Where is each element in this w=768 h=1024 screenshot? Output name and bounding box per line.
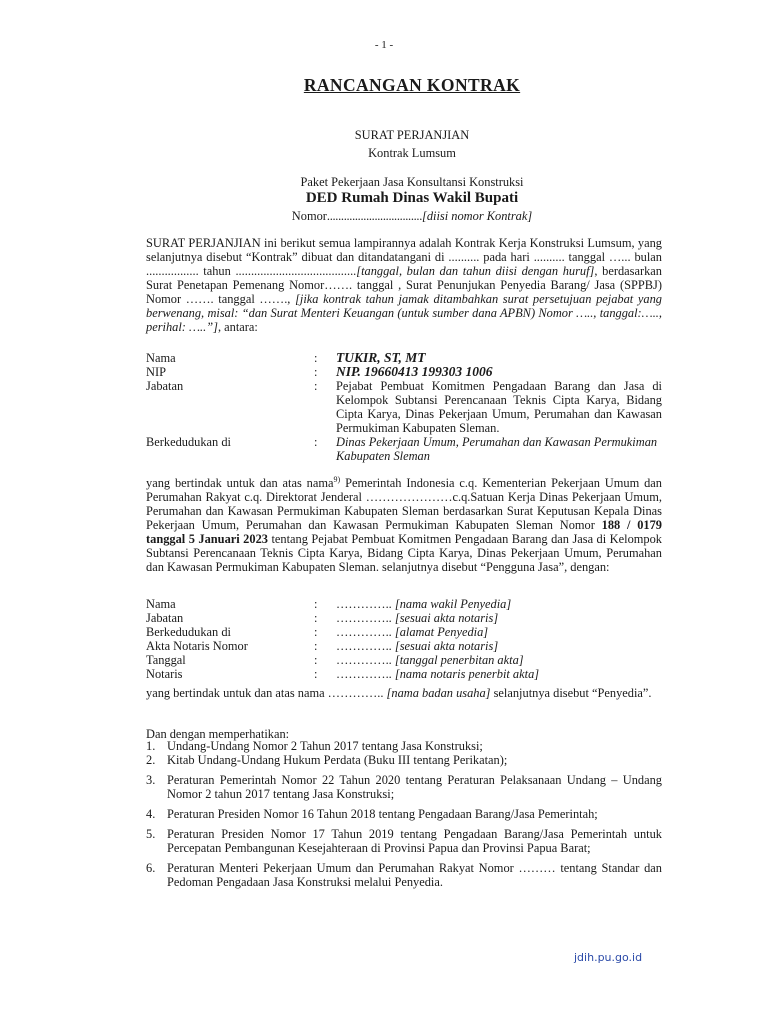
kv-colon: : [314, 435, 318, 449]
penyedia-hint: [nama notaris penerbit akta] [394, 667, 540, 681]
subtitle-kontrak-type: Kontrak Lumsum [368, 146, 456, 160]
intro-text-2: , berdasarkan Surat Penetapan Pemenang Nomor……. tanggal , Surat Penunjukan Penyedia Barang/ Jasa (SPPBJ) Nomor ……. tanggal ……., [146, 264, 662, 306]
intro-hint-approval: [jika kontrak tahun jamak ditambahkan surat persetujuan pejabat yang berwenang, misal: “dan Surat Menteri Keuangan (untuk sumber dana APBN) Nomor ….., tanggal:….., perihal: …..”] [146, 292, 662, 334]
penyedia-hint: [tanggal penerbitan akta] [394, 653, 524, 667]
footer-url: jdih.pu.go.id [574, 951, 643, 964]
regulation-number: 5. [146, 827, 156, 841]
regulation-item [146, 739, 662, 753]
regulation-text: Undang-Undang Nomor 2 Tahun 2017 tentang Jasa Konstruksi; [167, 739, 483, 753]
penyedia-label: Berkedudukan di [146, 625, 231, 639]
pengguna-text-3: tentang Pejabat Pembuat Komitmen Pengadaan Barang dan Jasa di Kelompok Subtansi Perencanaan Teknis Cipta Karya, Bidang Cipta Karya, Dinas Pekerjaan Umum, Perumahan dan Kawasan Permukiman Kabupaten Sleman. selanjutnya disebut “Pengguna Jasa”, dengan: [146, 532, 662, 574]
regulation-item [146, 861, 662, 889]
pengguna-text-2: Pemerintah Indonesia c.q. Kementerian Pekerjaan Umum dan Perumahan Rakyat c.q. Direktorat Jenderal …………………c.q.Satuan Kerja Dinas Pekerjaan Umum, Perumahan dan Kawasan Permukiman Kabupaten Sleman berdasarkan Surat Keputusan Kepala Dinas Pekerjaan Umum, Perumahan dan Kawasan Permukiman Kabupaten Sleman Nomor [146, 476, 663, 532]
regulation-text: Peraturan Presiden Nomor 16 Tahun 2018 tentang Pengadaan Barang/Jasa Pemerintah; [167, 807, 598, 821]
kv-row-nip [146, 365, 662, 379]
kv-colon: : [314, 611, 318, 625]
kv-row-nama [146, 351, 662, 365]
intro-paragraph [146, 236, 662, 334]
subtitle-surat-perjanjian: SURAT PERJANJIAN [354, 128, 470, 142]
penyedia-text-2: selanjutnya disebut “Penyedia”. [490, 686, 652, 700]
penyedia-value [336, 653, 539, 667]
regulation-item [146, 827, 662, 855]
penyedia-dots: ………….. [336, 611, 392, 625]
regulation-text: Peraturan Presiden Nomor 17 Tahun 2019 tentang Pengadaan Barang/Jasa Pemerintah untuk Percepatan Pembangunan Kesejahteraan di Provinsi Papua dan Provinsi Papua Barat; [167, 827, 662, 855]
kv-row-kedudukan [146, 435, 662, 463]
kv-colon: : [314, 379, 318, 393]
nomor-dots: .................................. [326, 209, 423, 223]
kv-colon: : [314, 597, 318, 611]
regulation-number: 4. [146, 807, 156, 821]
penyedia-hint: [sesuai akta notaris] [394, 639, 499, 653]
kv-colon: : [314, 625, 318, 639]
regulation-text: Peraturan Menteri Pekerjaan Umum dan Perumahan Rakyat Nomor ……… tentang Standar dan Pedoman Pengadaan Jasa Konstruksi melalui Penyedia. [167, 861, 662, 889]
project-name: DED Rumah Dinas Wakil Bupati [305, 190, 519, 206]
intro-text-3: , antara: [217, 320, 258, 334]
intro-text-1: SURAT PERJANJIAN ini berikut semua lampirannya adalah Kontrak Kerja Konstruksi Lumsum, yang selanjutnya disebut “Kontrak” dibuat dan ditandatangani di .......... pada hari .......... tanggal …... bulan ................. tahun ....................................... [146, 236, 662, 278]
kv-colon: : [314, 653, 318, 667]
penyedia-label: Jabatan [146, 611, 184, 625]
penyedia-hint: [sesuai akta notaris] [394, 611, 499, 625]
pengguna-jasa-paragraph [146, 476, 662, 574]
penyedia-label: Akta Notaris Nomor [146, 639, 248, 653]
regulation-number: 2. [146, 753, 156, 767]
penyedia-row [146, 667, 539, 681]
penyedia-label: Notaris [146, 667, 183, 681]
footnote-ref: 9) [333, 474, 341, 484]
intro-hint-date: [tanggal, bulan dan tahun diisi dengan huruf] [356, 264, 595, 278]
regulation-text: Peraturan Pemerintah Nomor 22 Tahun 2020 tentang Peraturan Pelaksanaan Undang – Undang Nomor 2 tahun 2017 tentang Jasa Konstruksi; [167, 773, 662, 801]
penyedia-label: Nama [146, 597, 176, 611]
kv-label: Berkedudukan di [146, 435, 231, 449]
penyedia-statement [146, 686, 662, 700]
regulation-item [146, 753, 662, 767]
regulation-item [146, 807, 662, 821]
penyedia-text-1: yang bertindak untuk dan atas nama ………….. [146, 686, 384, 700]
subtitle-paket: Paket Pekerjaan Jasa Konsultansi Konstruksi [300, 175, 524, 189]
penyedia-table [146, 597, 539, 681]
penyedia-hint: [nama badan usaha] [386, 686, 491, 700]
penyedia-value [336, 625, 539, 639]
nomor-label: Nomor [291, 209, 327, 223]
penyedia-dots: ………….. [336, 625, 392, 639]
regulation-text: Kitab Undang-Undang Hukum Perdata (Buku III tentang Perikatan); [167, 753, 508, 767]
nomor-hint: [diisi nomor Kontrak] [422, 209, 533, 223]
regulation-number: 3. [146, 773, 156, 787]
pengguna-text-1: yang bertindak untuk dan atas nama [146, 476, 334, 490]
sk-number: 188 / 0179 tanggal 5 Januari 2023 [146, 518, 662, 546]
penyedia-row [146, 639, 539, 653]
regulation-item [146, 773, 662, 801]
penyedia-label: Tanggal [146, 653, 186, 667]
penyedia-dots: ………….. [336, 667, 392, 681]
kv-colon: : [314, 351, 318, 365]
penyedia-hint: [alamat Penyedia] [394, 625, 489, 639]
penyedia-value [336, 597, 539, 611]
kv-value-kedudukan: Dinas Pekerjaan Umum, Perumahan dan Kawasan Permukiman Kabupaten Sleman [336, 435, 658, 463]
kv-row-jabatan [146, 379, 662, 435]
regulation-list [146, 739, 662, 889]
kv-value-nama: TUKIR, ST, MT [336, 350, 426, 365]
kv-label: NIP [146, 365, 166, 379]
pihak-pertama-table [146, 351, 662, 463]
penyedia-value [336, 667, 539, 681]
regulation-number: 1. [146, 739, 156, 753]
penyedia-row [146, 597, 539, 611]
penyedia-value [336, 639, 539, 653]
penyedia-dots: ………….. [336, 639, 392, 653]
regulation-number: 6. [146, 861, 156, 875]
penyedia-row [146, 611, 539, 625]
penyedia-dots: ………….. [336, 597, 392, 611]
penyedia-row [146, 625, 539, 639]
penyedia-hint: [nama wakil Penyedia] [394, 597, 512, 611]
memperhatikan-heading: Dan dengan memperhatikan: [146, 727, 290, 741]
page-number: - 1 - [374, 39, 394, 51]
penyedia-dots: ………….. [336, 653, 392, 667]
kv-label: Nama [146, 351, 176, 365]
document-title: RANCANGAN KONTRAK [303, 75, 521, 95]
penyedia-row [146, 653, 539, 667]
kv-colon: : [314, 639, 318, 653]
penyedia-value [336, 611, 539, 625]
kv-colon: : [314, 667, 318, 681]
kv-colon: : [314, 365, 318, 379]
kv-value-nip: NIP. 19660413 199303 1006 [336, 364, 493, 379]
kv-value-jabatan: Pejabat Pembuat Komitmen Pengadaan Barang dan Jasa di Kelompok Subtansi Perencanaan Teknis Cipta Karya, Bidang Cipta Karya, Dinas Pekerjaan Umum, Perumahan dan Kawasan Permukiman Kabupaten Sleman. [336, 379, 662, 435]
nomor-line [0, 209, 768, 223]
kv-label: Jabatan [146, 379, 184, 393]
